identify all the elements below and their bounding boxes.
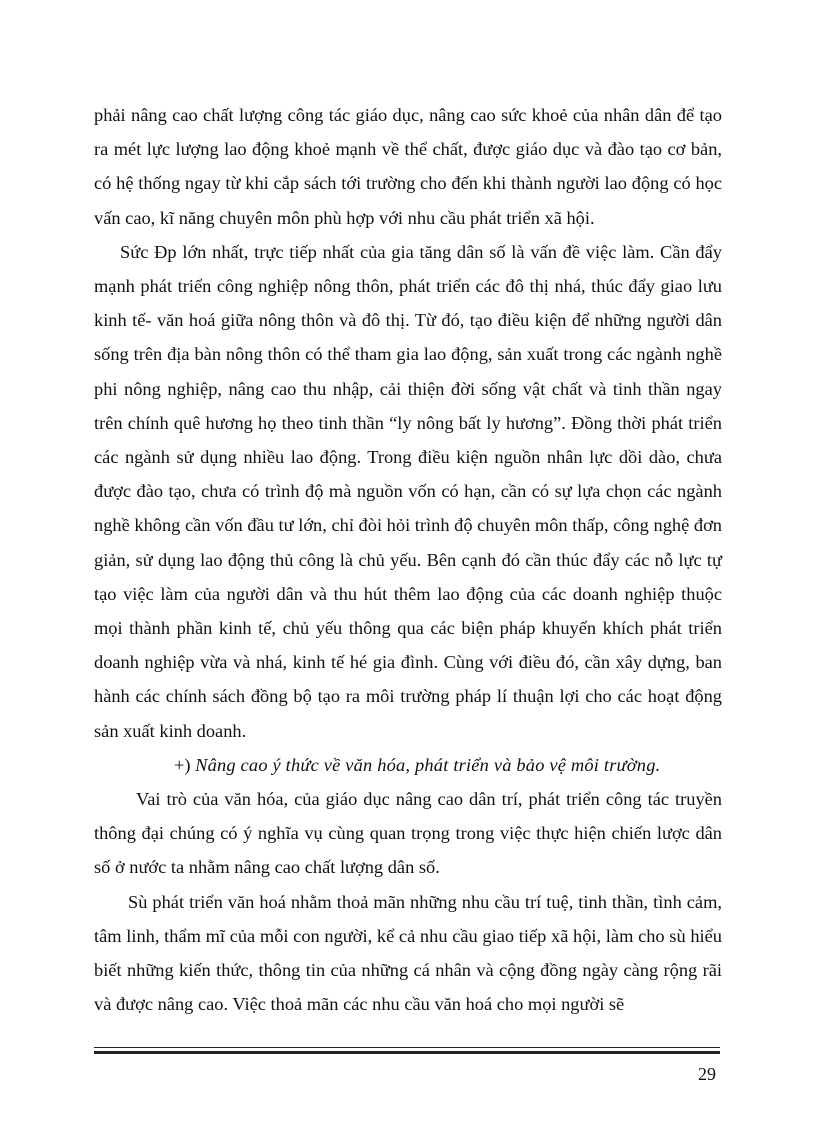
- footer-divider-thick: [94, 1051, 720, 1054]
- page-number: 29: [698, 1064, 716, 1084]
- paragraph-culture-development: Sù phát triển văn hoá nhằm thoả mãn những nhu cầu trí tuệ, tinh thần, tình cảm, tâm linh, thẩm mĩ của mỗi con người, kể cả nhu cầu giao tiếp xã hội, làm cho sù hiểu biết những kiến thức, thông tin của những cá nhân và cộng đồng ngày càng rộng rãi và được nâng cao. Việc thoả mãn các nhu cầu văn hoá cho mọi người sẽ: [94, 891, 722, 1015]
- body-text: [94, 98, 722, 1021]
- paragraph-continuation: phải nâng cao chất lượng công tác giáo dục, nâng cao sức khoẻ của nhân dân để tạo ra mét lực lượng lao động khoẻ mạnh về thể chất, được giáo dục và đào tạo cơ bản, có hệ thống ngay từ khi cắp sách tới trường cho đến khi thành người lao động có học vấn cao, kĩ năng chuyên môn phù hợp với nhu cầu phát triển xã hội.: [94, 105, 722, 228]
- heading-bullet: +): [174, 754, 191, 775]
- footer-divider-thin: [94, 1047, 720, 1048]
- paragraph-employment: Sức Đp lớn nhất, trực tiếp nhất của gia tăng dân số là vấn đề việc làm. Cần đẩy mạnh phát triển công nghiệp nông thôn, phát triển các đô thị nhá, thúc đẩy giao lưu kinh tế- văn hoá giữa nông thôn và đô thị. Từ đó, tạo điều kiện để những người dân sống trên địa bàn nông thôn có thể tham gia lao động, sản xuất trong các ngành nghề phi nông nghiệp, nâng cao thu nhập, cải thiện đời sống vật chất và tinh thần ngay trên chính quê hương họ theo tinh thần “ly nông bất ly hương”. Đồng thời phát triển các ngành sử dụng nhiều lao động. Trong điều kiện nguồn nhân lực dồi dào, chưa được đào tạo, chưa có trình độ mà nguồn vốn có hạn, cần có sự lựa chọn các ngành nghề không cần vốn đầu tư lớn, chỉ đòi hỏi trình độ chuyên môn thấp, công nghệ đơn giản, sử dụng lao động thủ công là chủ yếu. Bên cạnh đó cần thúc đẩy các nỗ lực tự tạo việc làm của người dân và thu hút thêm lao động của các doanh nghiệp thuộc mọi thành phần kinh tế, chủ yếu thông qua các biện pháp khuyến khích phát triển doanh nghiệp vừa và nhá, kinh tế hé gia đình. Cùng với điều đó, cần xây dựng, ban hành các chính sách đồng bộ tạo ra môi trường pháp lí thuận lợi cho các hoạt động sản xuất kinh doanh.: [94, 241, 722, 741]
- heading-text: Nâng cao ý thức về văn hóa, phát triển và bảo vệ môi trường.: [195, 754, 661, 775]
- section-heading: [94, 748, 722, 782]
- paragraph-culture-role: Vai trò của văn hóa, của giáo dục nâng cao dân trí, phát triển công tác truyền thông đại chúng có ý nghĩa vụ cùng quan trọng trong việc thực hiện chiến lược dân số ở nước ta nhằm nâng cao chất lượng dân số.: [94, 789, 722, 878]
